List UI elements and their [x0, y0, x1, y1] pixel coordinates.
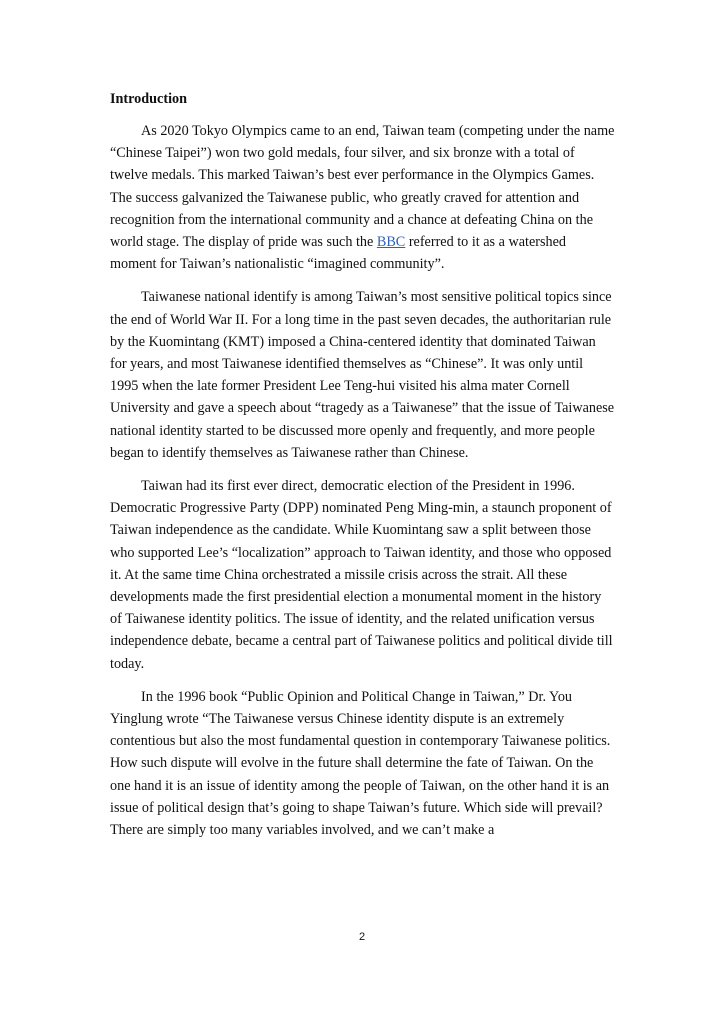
bbc-link[interactable]: BBC [376, 234, 406, 251]
page-number: 2 [358, 931, 366, 943]
document-body [110, 89, 615, 852]
paragraph-1996-election: Taiwan had its first ever direct, democratic election of the President in 1996. Democratic Progressive Party (DPP) nominated Peng Ming-min, a staunch proponent of Taiwan independence as the candidate. While Kuomintang saw a split between those who supported Lee’s “localization” approach to Taiwan identity, and those who opposed it. At the same time China orchestrated a missile crisis across the strait. All these developments made the first presidential election a monumental moment in the history of Taiwanese identity politics. The issue of identity, and the related unification versus independence debate, became a central part of Taiwanese politics and political divide till today. [110, 478, 613, 672]
paragraph-text: As 2020 Tokyo Olympics came to an end, Taiwan team (competing under the name “Chinese Taipei”) won two gold medals, four silver, and six bronze with a total of twelve medals. This marked Taiwan’s best ever performance in the Olympics Games. The success galvanized the Taiwanese public, who greatly craved for attention and recognition from the international community and a chance at defeating China on the world stage. The display of pride was such the [110, 123, 615, 251]
section-heading: Introduction [110, 91, 187, 107]
paragraph-olympics [110, 120, 615, 275]
paragraph-text: referred to it as a watershed moment for Taiwan’s nationalistic “imagined community”. [110, 234, 566, 273]
paragraph-national-identity: Taiwanese national identify is among Taiwan’s most sensitive political topics since the end of World War II. For a long time in the past seven decades, the authoritarian rule by the Kuomintang (KMT) imposed a China-centered identity that dominated Taiwan for years, and most Taiwanese identified themselves as “Chinese”. It was only until 1995 when the late former President Lee Teng-hui visited his alma mater Cornell University and gave a speech about “tragedy as a Taiwanese” that the issue of Taiwanese national identity started to be discussed more openly and frequently, and more people began to identify themselves as Taiwanese rather than Chinese. [110, 289, 615, 461]
paragraph-public-opinion: In the 1996 book “Public Opinion and Political Change in Taiwan,” Dr. You Yinglung wrote “The Taiwanese versus Chinese identity dispute is an extremely contentious but also the most fundamental question in contemporary Taiwanese politics. How such dispute will evolve in the future shall determine the fate of Taiwan. On the one hand it is an issue of identity among the people of Taiwan, on the other hand it is an issue of political design that’s going to shape Taiwan’s future. Which side will prevail? There are simply too many variables involved, and we can’t make a [110, 688, 611, 839]
